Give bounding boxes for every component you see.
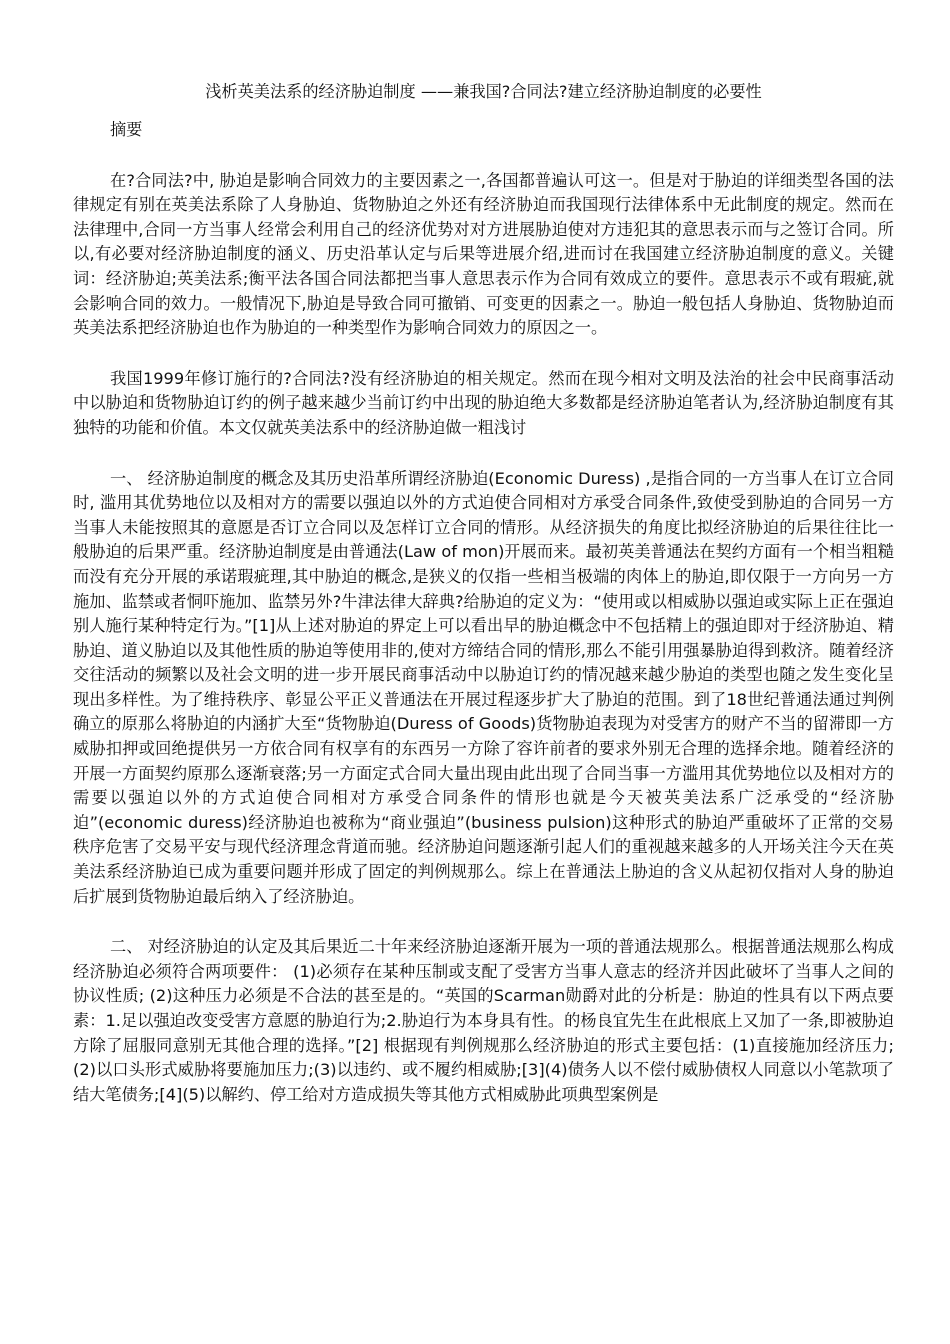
paragraph-section-two: 二、 对经济胁迫的认定及其后果近二十年来经济胁迫逐渐开展为一项的普通法规那么。根据普通法规那么构成经济胁迫必须符合两项要件： (1)必须存在某种压制或支配了受害方当事人意志的经济并因此破坏了当事人之间的协议性质; (2)这种压力必须是不合法的甚至是的。“英国的Scarman勋爵对此的分析是：胁迫的性具有以下两点要素：1.足以强迫改变受害方意愿的胁迫行为;2.胁迫行为本身具有性。的杨良宜先生在此根底上又加了一条,即被胁迫方除了屈服同意别无其他合理的选择。”[2] 根据现有判例规那么经济胁迫的形式主要包括：(1)直接施加经济压力;(2)以口头形式威胁将要施加压力;(3)以违约、或不履约相威胁;[3](4)债务人以不偿付威胁债权人同意以小笔款项了结大笔债务;[4](5)以解约、停工给对方造成损失等其他方式相威胁此项典型案例是 [73,937,894,1104]
document-title: 浅析英美法系的经济胁迫制度 ——兼我国?合同法?建立经济胁迫制度的必要性 [205,82,762,101]
paragraph-background: 我国1999年修订施行的?合同法?没有经济胁迫的相关规定。然而在现今相对文明及法治的社会中民商事活动中以胁迫和货物胁迫订约的例子越来越少当前订约中出现的胁迫绝大多数都是经济胁迫笔者认为,经济胁迫制度有其独特的功能和价值。本文仅就英美法系中的经济胁迫做一粗浅讨 [73,368,894,437]
paragraph-abstract-body: 在?合同法?中, 胁迫是影响合同效力的主要因素之一,各国都普遍认可这一。但是对于胁迫的详细类型各国的法律规定有别在英美法系除了人身胁迫、货物胁迫之外还有经济胁迫而我国现行法律体系中无此制度的规定。然而在法律理中,合同一方当事人经常会利用自己的经济优势对对方进展胁迫使对方违犯其的意思表示而与之签订合同。所以,有必要对经济胁迫制度的涵义、历史沿革认定与后果等进展介绍,进而讨在我国建立经济胁迫制度的意义。关键词：经济胁迫;英美法系;衡平法各国合同法都把当事人意思表示作为合同有效成立的要件。意思表示不或有瑕疵,就会影响合同的效力。一般情况下,胁迫是导致合同可撤销、可变更的因素之一。胁迫一般包括人身胁迫、货物胁迫而英美法系把经济胁迫也作为胁迫的一种类型作为影响合同效力的原因之一。 [73,170,894,338]
paragraph-section-one: 一、 经济胁迫制度的概念及其历史沿革所谓经济胁迫(Economic Duress) ,是指合同的一方当事人在订立合同时, 滥用其优势地位以及相对方的需要以强迫以外的方式迫使合同相对方承受合同条件,致使受到胁迫的合同另一方当事人未能按照其的意愿是否订立合同以及怎样订立合同的情形。从经济损失的角度比拟经济胁迫的后果往往比一般胁迫的后果严重。经济胁迫制度是由普通法(Law of mon)开展而来。最初英美普通法在契约方面有一个相当粗糙而没有充分开展的承诺瑕疵理,其中胁迫的概念,是狭义的仅指一些相当极端的肉体上的胁迫,即仅限于一方向另一方施加、监禁或者恫吓施加、监禁另外?牛津法律大辞典?给胁迫的定义为：“使用或以相威胁以强迫或实际上正在强迫别人施行某种特定行为。”[1]从上述对胁迫的界定上可以看出早的胁迫概念中不包括精上的强迫即对于经济胁迫、精胁迫、道义胁迫以及其他性质的胁迫等使用非的,使对方缔结合同的情形,那么不能引用强暴胁迫得到救济。随着经济交往活动的频繁以及社会文明的进一步开展民商事活动中以胁迫订约的情况越来越少胁迫的类型也随之发生变化呈现出多样性。为了维持秩序、彰显公平正义普通法在开展过程逐步扩大了胁迫的范围。到了18世纪普通法通过判例确立的原那么将胁迫的内涵扩大至“货物胁迫(Duress of Goods)货物胁迫表现为对受害方的财产不当的留滞即一方威胁扣押或回绝提供另一方依合同有权享有的东西另一方除了容许前者的要求外别无合理的选择余地。随着经济的开展一方面契约原那么逐渐衰落;另一方面定式合同大量出现由此出现了合同当事一方滥用其优势地位以及相对方的需要以强迫以外的方式迫使合同相对方承受合同条件的情形也就是今天被英美法系广泛承受的“经济胁迫”(economic duress)经济胁迫也被称为“商业强迫”(business pulsion)这种形式的胁迫严重破坏了正常的交易秩序危害了交易平安与现代经济理念背道而驰。经济胁迫问题逐渐引起人们的重视越来越多的人开场关注今天在英美法系经济胁迫已成为重要问题并形成了固定的判例规那么。综上在普通法上胁迫的含义从起初仅指对人身的胁迫后扩展到货物胁迫最后纳入了经济胁迫。 [73,468,894,906]
abstract-heading: 摘要 [110,120,143,139]
